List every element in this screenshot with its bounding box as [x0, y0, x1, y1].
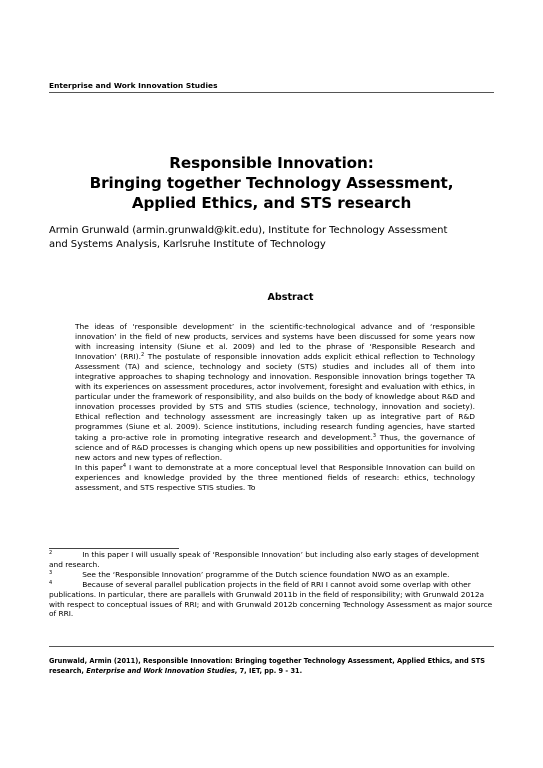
citation-text: , 7, IET, pp. 9 - 31. [234, 666, 303, 675]
footnote-number: 2 [49, 550, 53, 556]
author-line: and Systems Analysis, Karlsruhe Institute of Technology [49, 239, 326, 250]
title-line: Applied Ethics, and STS research [131, 194, 412, 212]
footnote-ref[interactable]: 3 [372, 432, 377, 439]
title-line: Bringing together Technology Assessment, [89, 174, 454, 192]
footnote [49, 570, 494, 580]
abstract-text: In this paper [75, 462, 123, 472]
abstract-text: The ideas of ‘responsible development’ in the scientific-technological advance and of ‘responsible innovation’ in the field of new products, services and systems have been discussed for some years now with increasing intensity (Siune et al. 2009) and led to the phrase of ‘Responsible Research and Innovation’ (RRI). [75, 322, 475, 362]
footnote [49, 550, 494, 570]
abstract-body [75, 322, 475, 493]
footnote [49, 580, 494, 620]
footnote-text: In this paper I will usually speak of ‘Responsible Innovation’ but including also early stages of development and research. [49, 550, 480, 569]
footnote-separator [49, 548, 179, 549]
abstract-text: Thus, the governance of science and of R&D processes is changing which opens up new possibilities and opportunities for involving new actors and new types of reflection. [75, 432, 475, 462]
abstract-text: I want to demonstrate at a more conceptual level that Responsible Innovation can build on experiences and knowledge provided by the three mentioned fields of research: ethics, technology assessment, and STS respective STIS studies. To [75, 462, 475, 492]
author-line: Armin Grunwald (armin.grunwald@kit.edu), Institute for Technology Assessment [49, 225, 448, 236]
footnote-ref[interactable]: 2 [141, 352, 145, 359]
abstract-paragraph [75, 463, 475, 493]
footnotes [49, 550, 494, 619]
paper-title [49, 153, 494, 213]
citation-footer [49, 657, 494, 676]
running-header: Enterprise and Work Innovation Studies [49, 81, 218, 90]
title-line: Responsible Innovation: [169, 154, 374, 172]
footer-rule [49, 646, 494, 647]
author-affiliation [49, 224, 494, 252]
abstract-text: The postulate of responsible innovation adds explicit ethical reflection to Technology Assessment (TA) and science, technology and society (STS) studies and includes all of them into integrative approaches to shaping technology and innovation. Responsible innovation brings together TA with its experiences on assessment procedures, actor involvement, foresight and evaluation with ethics, in particular under the framework of responsibility, and also builds on the body of knowledge about R&D and innovation processes provided by STS and STIS studies (science, technology, innovation and society). Ethical reflection and technology assessment are increasingly taken up as integrative part of R&D programmes (Siune et al. 2009). Science institutions, including research funding agencies, have started taking a pro-active role in promoting integrative research and development. [75, 352, 476, 442]
abstract-heading: Abstract [267, 292, 314, 303]
header-rule [49, 92, 494, 93]
footnote-ref[interactable]: 4 [122, 462, 127, 469]
footnote-text: Because of several parallel publication projects in the field of RRI I cannot avoid some overlap with other publications. In particular, there are parallels with Grunwald 2011b in the field of responsibility; with Grunwald 2012a with respect to conceptual issues of RRI; and with Grunwald 2012b concerning Technology Assessment as major source of RRI. [49, 579, 493, 619]
citation-text: Grunwald, Armin (2011), Responsible Innovation: Bringing together Technology Assessment, Applied Ethics, and STS research, [49, 657, 485, 675]
citation-journal: Enterprise and Work Innovation Studies [86, 666, 235, 675]
footnote-number: 4 [49, 579, 53, 586]
abstract-paragraph [75, 322, 475, 463]
footnote-number: 3 [49, 569, 53, 576]
footnote-text: See the ‘Responsible Innovation’ programme of the Dutch science foundation NWO as an example. [82, 569, 450, 579]
